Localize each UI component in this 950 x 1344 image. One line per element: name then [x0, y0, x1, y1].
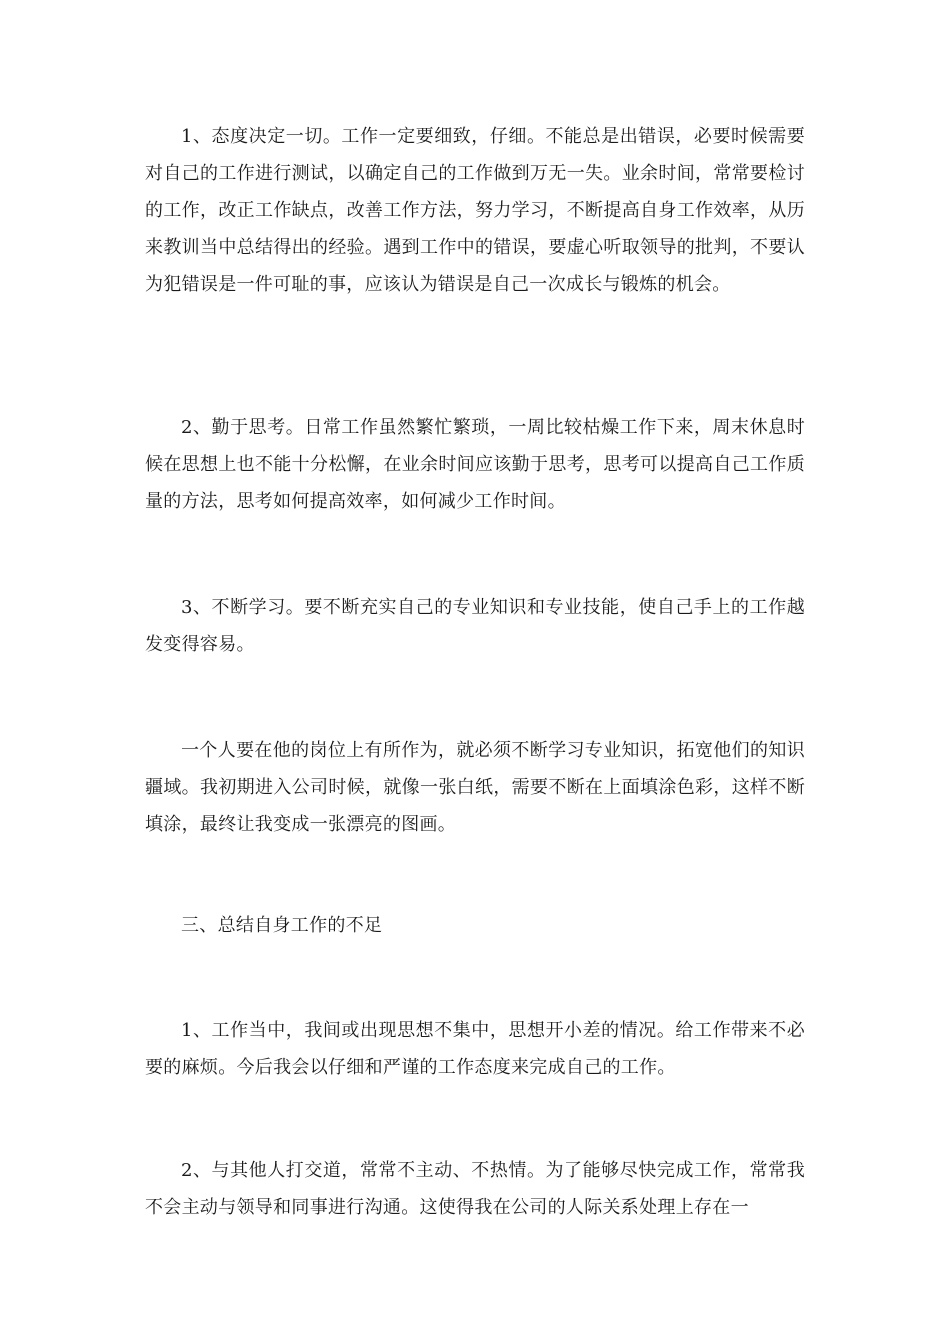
paragraph-shortcoming-focus: 1、工作当中，我间或出现思想不集中，思想开小差的情况。给工作带来不必要的麻烦。今后我会以仔细和严谨的工作态度来完成自己的工作。	[145, 1020, 805, 1078]
paragraph-shortcoming-communication: 2、与其他人打交道，常常不主动、不热情。为了能够尽快完成工作，常常我不会主动与领导和同事进行沟通。这使得我在公司的人际关系处理上存在一	[145, 1160, 805, 1218]
section-heading-shortcomings: 三、总结自身工作的不足	[181, 915, 383, 936]
paragraph-attitude: 1、态度决定一切。工作一定要细致，仔细。不能总是出错误，必要时候需要对自己的工作进行测试，以确定自己的工作做到万无一失。业余时间，常常要检讨的工作，改正工作缺点，改善工作方法，努力学习，不断提高自身工作效率，从历来教训当中总结得出的经验。遇到工作中的错误，要虚心听取领导的批判，不要认为犯错误是一件可耻的事，应该认为错误是自己一次成长与锻炼的机会。	[145, 126, 805, 295]
paragraph-career-growth: 一个人要在他的岗位上有所作为，就必须不断学习专业知识，拓宽他们的知识疆域。我初期进入公司时候，就像一张白纸，需要不断在上面填涂色彩，这样不断填涂，最终让我变成一张漂亮的图画。	[145, 740, 805, 835]
paragraph-thinking: 2、勤于思考。日常工作虽然繁忙繁琐，一周比较枯燥工作下来，周末休息时候在思想上也不能十分松懈，在业余时间应该勤于思考，思考可以提高自己工作质量的方法，思考如何提高效率，如何减少工作时间。	[145, 417, 805, 512]
paragraph-learning: 3、不断学习。要不断充实自己的专业知识和专业技能，使自己手上的工作越发变得容易。	[145, 597, 805, 655]
